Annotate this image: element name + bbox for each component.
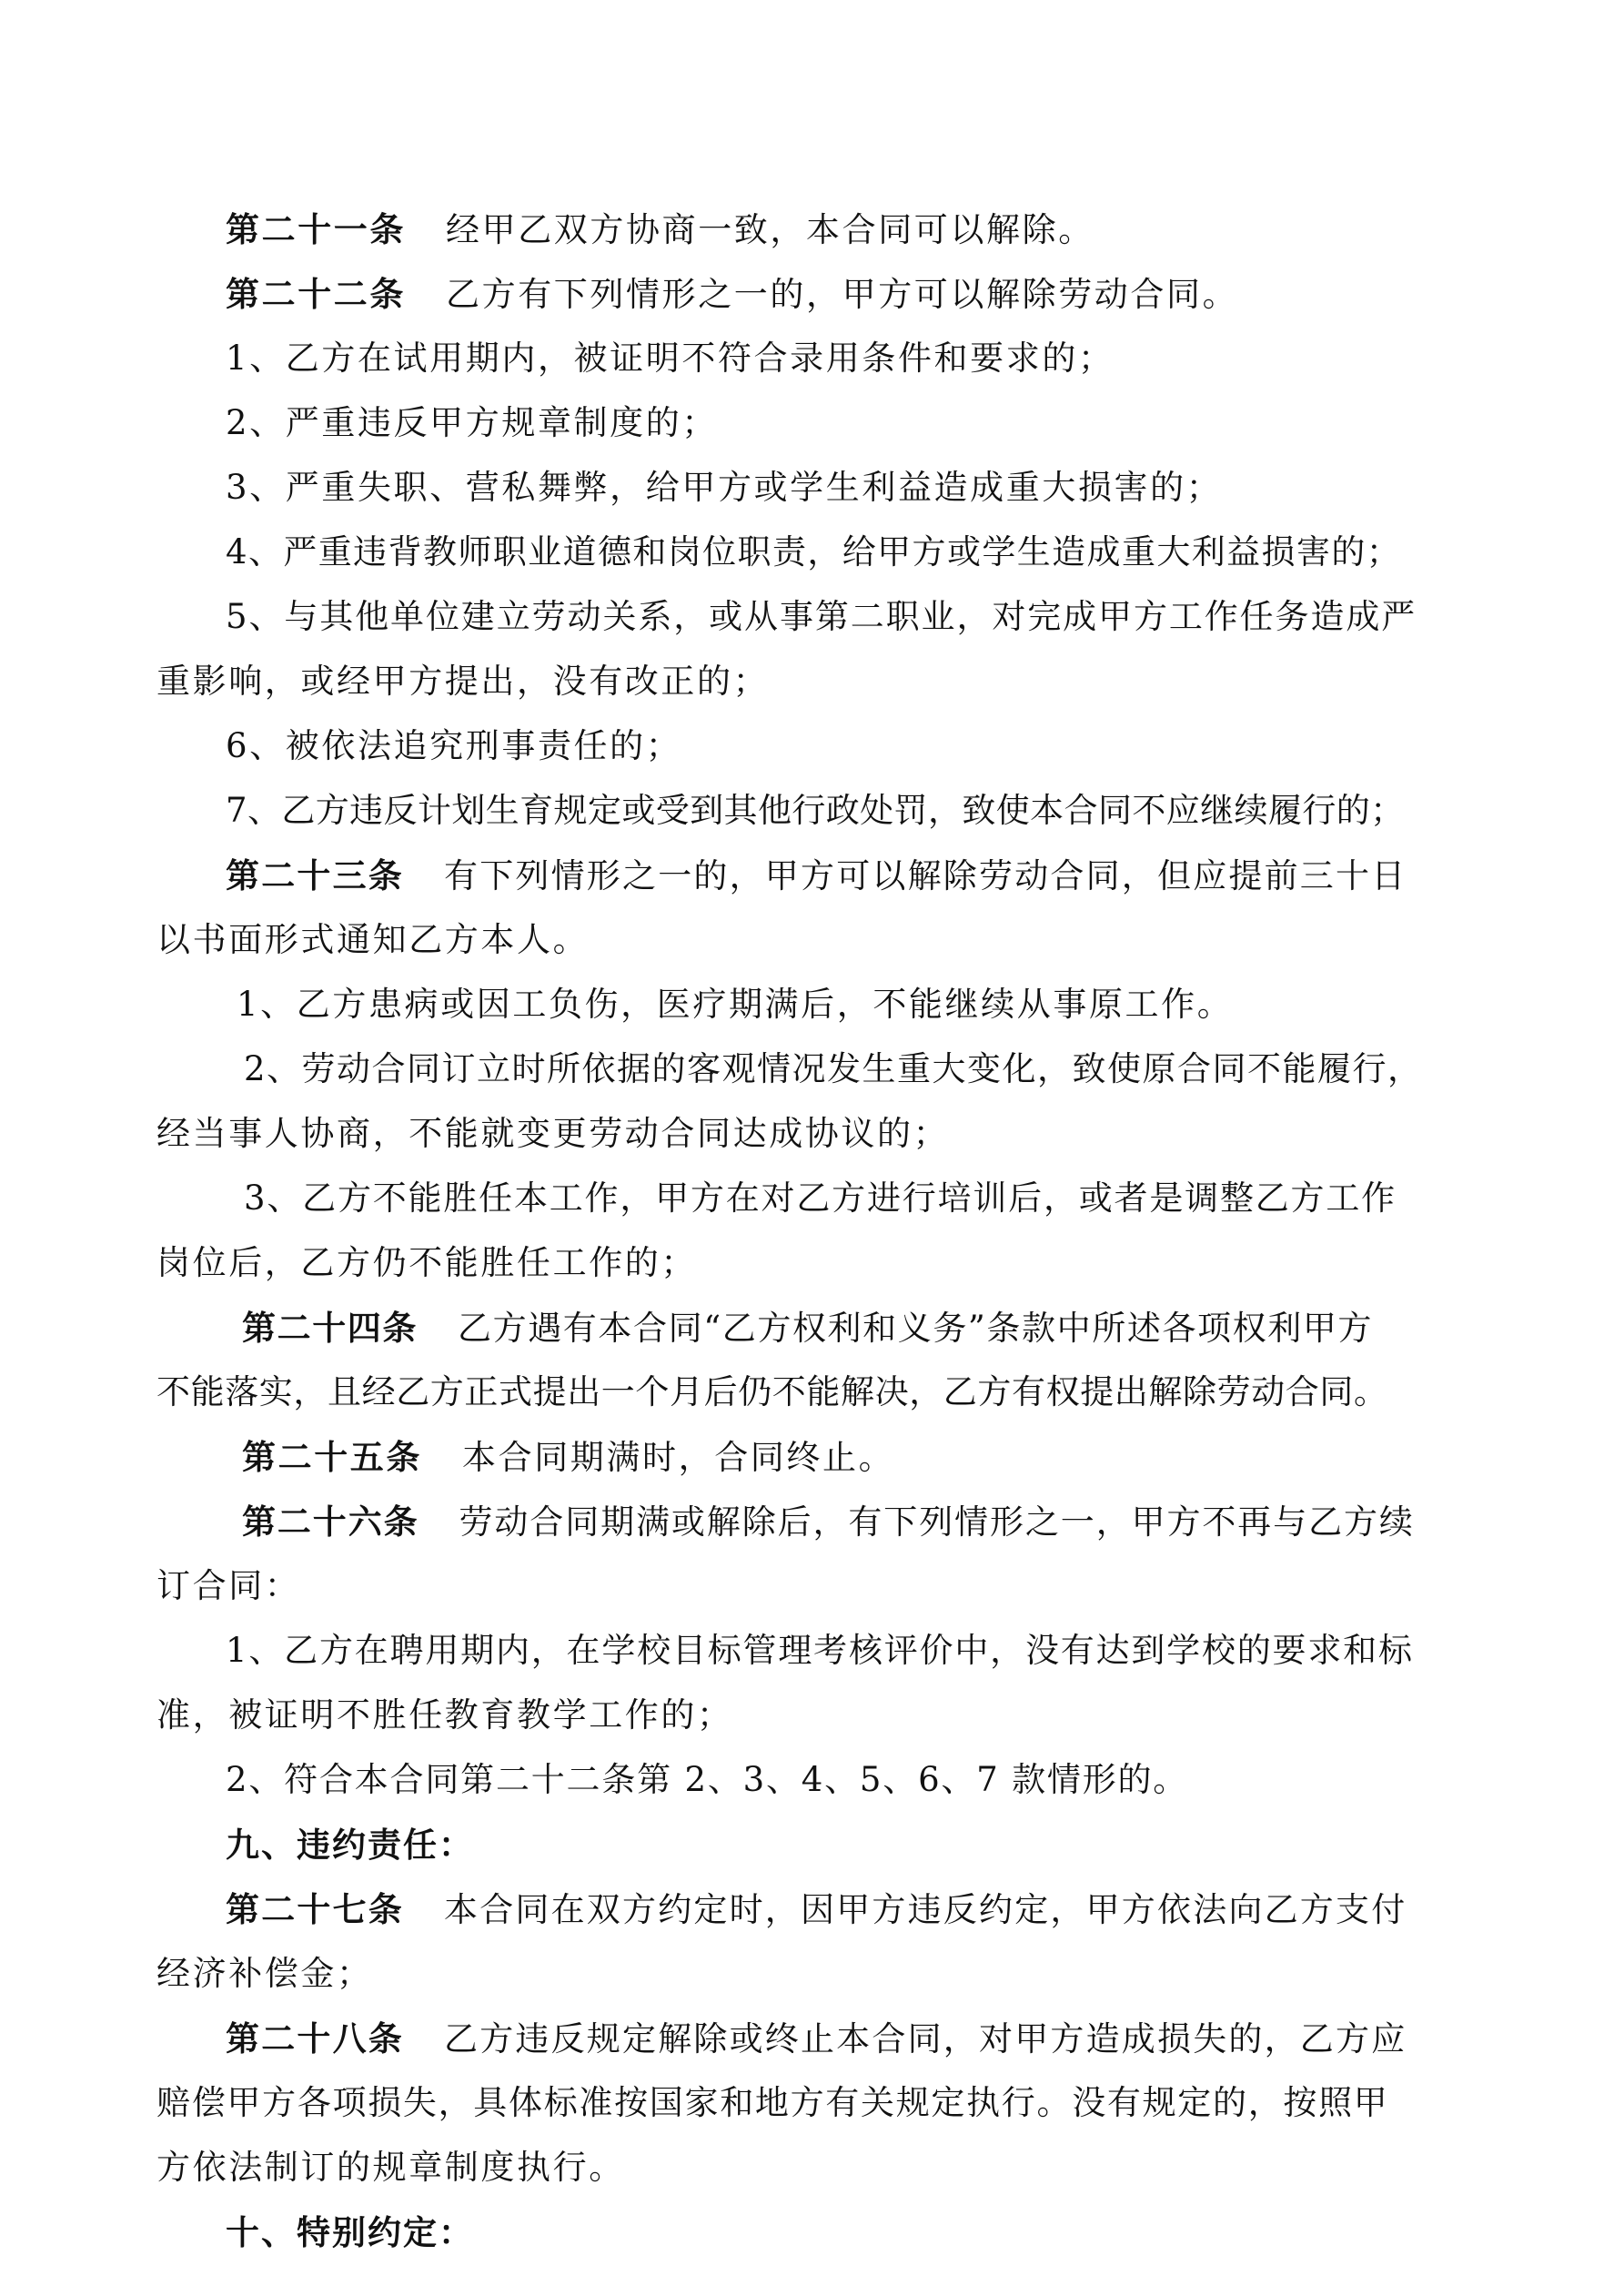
clause-text: 劳动合同期满或解除后，有下列情形之一，甲方不再与乙方续 xyxy=(459,1502,1415,1542)
clause-heading: 第二十五条 xyxy=(242,1437,422,1477)
clause-text: 乙方遇有本合同“乙方权利和义务”条款中所述各项权利甲方 xyxy=(458,1309,1374,1348)
clause-heading: 第二十三条 xyxy=(226,855,404,895)
clause-26-item-2: 2、符合本合同第二十二条第 2、3、4、5、6、7 款情形的。 xyxy=(226,1760,1189,1799)
clause-heading: 第二十六条 xyxy=(242,1502,419,1542)
clause-text: 乙方有下列情形之一的，甲方可以解除劳动合同。 xyxy=(446,275,1239,314)
clause-22-item-7: 7、乙方违反计划生育规定或受到其他行政处罚，致使本合同不应继续履行的； xyxy=(226,791,1405,830)
clause-25 xyxy=(242,1433,894,1481)
clause-23-item-2: 2、劳动合同订立时所依据的客观情况发生重大变化，致使原合同不能履行， xyxy=(244,1049,1423,1088)
clause-heading: 第二十八条 xyxy=(226,2018,404,2058)
clause-22-item-3: 3、严重失职、营私舞弊，给甲方或学生利益造成重大损害的； xyxy=(226,468,1223,507)
clause-22-item-5: 5、与其他单位建立劳动关系，或从事第二职业，对完成甲方工作任务造成严 xyxy=(226,597,1417,636)
clause-28 xyxy=(226,2015,1407,2062)
clause-23-item-3: 3、乙方不能胜任本工作，甲方在对乙方进行培训后，或者是调整乙方工作 xyxy=(244,1178,1397,1218)
clause-text: 经甲乙双方协商一致，本合同可以解除。 xyxy=(446,210,1094,249)
clause-21 xyxy=(226,206,1094,253)
clause-22-item-5-cont: 重影响，或经甲方提出，没有改正的； xyxy=(156,662,770,701)
clause-text: 乙方违反规定解除或终止本合同，对甲方造成损失的，乙方应 xyxy=(444,2019,1407,2058)
clause-26-cont: 订合同： xyxy=(156,1566,301,1605)
clause-22-item-4: 4、严重违背教师职业道德和岗位职责，给甲方或学生造成重大利益损害的； xyxy=(226,532,1402,571)
clause-24 xyxy=(242,1304,1373,1351)
clause-23 xyxy=(226,852,1407,899)
section-heading-breach: 九、违约责任： xyxy=(226,1825,474,1865)
clause-heading: 第二十七条 xyxy=(226,1889,404,1929)
clause-heading: 第二十四条 xyxy=(242,1308,418,1348)
clause-23-item-1: 1、乙方患病或因工负伤，医疗期满后，不能继续从事原工作。 xyxy=(237,985,1234,1024)
clause-heading: 第二十一条 xyxy=(226,209,406,249)
clause-22-item-2: 2、严重违反甲方规章制度的； xyxy=(226,403,718,442)
clause-text: 有下列情形之一的，甲方可以解除劳动合同，但应提前三十日 xyxy=(444,856,1407,895)
clause-22-item-1: 1、乙方在试用期内，被证明不符合录用条件和要求的； xyxy=(226,339,1115,378)
clause-24-cont: 不能落实，且经乙方正式提出一个月后仍不能解决，乙方有权提出解除劳动合同。 xyxy=(156,1372,1388,1411)
clause-27 xyxy=(226,1886,1407,1933)
clause-text: 本合同在双方约定时，因甲方违反约定，甲方依法向乙方支付 xyxy=(444,1890,1407,1929)
clause-22-item-6: 6、被依法追究刑事责任的； xyxy=(226,726,682,765)
clause-23-item-3-cont: 岗位后，乙方仍不能胜任工作的； xyxy=(156,1243,697,1282)
section-heading-special: 十、特别约定： xyxy=(226,2212,474,2252)
clause-26-item-1: 1、乙方在聘用期内，在学校目标管理考核评价中，没有达到学校的要求和标 xyxy=(226,1631,1414,1670)
clause-22 xyxy=(226,270,1238,318)
clause-text: 本合同期满时，合同终止。 xyxy=(462,1438,895,1477)
clause-28-cont-1: 赔偿甲方各项损失，具体标准按国家和地方有关规定执行。没有规定的，按照甲 xyxy=(156,2083,1389,2122)
clause-26-item-1-cont: 准，被证明不胜任教育教学工作的； xyxy=(156,1695,733,1735)
clause-28-cont-2: 方依法制订的规章制度执行。 xyxy=(156,2148,625,2187)
clause-27-cont: 经济补偿金； xyxy=(156,1954,373,1993)
clause-23-cont: 以书面形式通知乙方本人。 xyxy=(156,920,590,959)
clause-23-item-2-cont: 经当事人协商，不能就变更劳动合同达成协议的； xyxy=(156,1114,950,1153)
clause-heading: 第二十二条 xyxy=(226,274,406,314)
clause-26 xyxy=(242,1498,1415,1545)
